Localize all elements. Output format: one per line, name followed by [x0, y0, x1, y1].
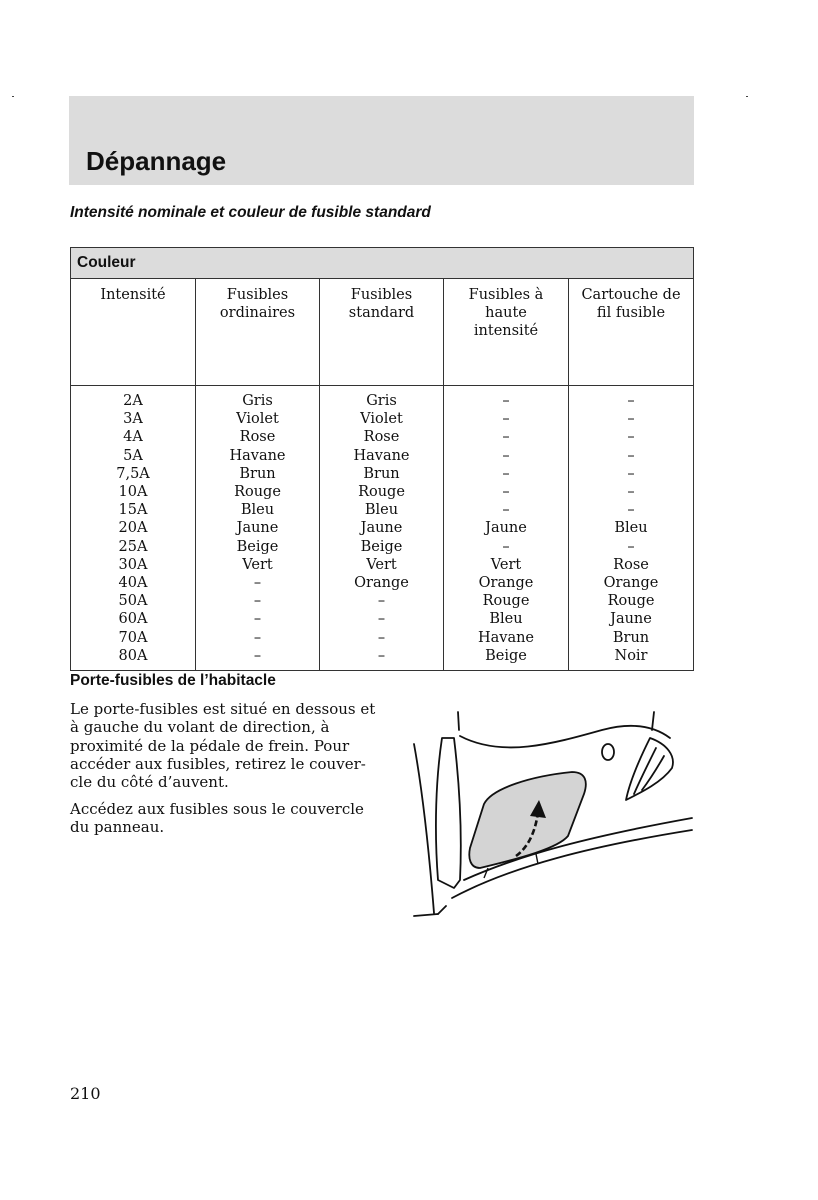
paragraph-line: à gauche du volant de direction, à	[70, 718, 330, 737]
table-cell: Rose	[613, 556, 649, 573]
column-header-line: ordinaires	[219, 305, 296, 322]
header-band	[69, 96, 694, 185]
table-cell: –	[253, 647, 262, 664]
table-cell: –	[377, 611, 386, 628]
table-cell: Rouge	[607, 593, 655, 610]
fuse-panel-cover-illustration	[412, 708, 694, 920]
table-cell: 70A	[118, 629, 148, 646]
table-cell: 2A	[123, 393, 143, 409]
table-cell: 15A	[118, 502, 148, 519]
table-cell: Bleu	[614, 520, 648, 537]
paragraph-line: accéder aux fusibles, retirez le couver-	[70, 754, 366, 773]
table-cell: –	[377, 593, 386, 610]
column-header	[444, 279, 569, 386]
table-cell: Havane	[353, 447, 410, 464]
table-cell: –	[253, 593, 262, 610]
table-cell: 4A	[123, 429, 143, 446]
table-cell: –	[627, 393, 635, 409]
crop-mark-left	[12, 96, 14, 97]
column-header-line: standard	[348, 305, 415, 322]
table-cell: –	[502, 393, 510, 409]
column-header	[196, 279, 320, 386]
crop-mark-right	[746, 96, 748, 97]
table-cell: –	[627, 538, 635, 555]
fuse-panel-cover	[469, 772, 586, 868]
paragraph-line: du panneau.	[70, 818, 165, 837]
table-cell: –	[502, 465, 510, 482]
table-cell: –	[627, 429, 635, 446]
table-cell: Rouge	[234, 484, 281, 501]
table-body-row	[71, 386, 694, 671]
table-cell: –	[377, 629, 386, 646]
table-cell: Vert	[242, 556, 273, 573]
table-cell: 5A	[123, 447, 143, 464]
table-cell: Jaune	[360, 520, 403, 537]
table-cell: –	[253, 575, 262, 592]
column-header-line: fil fusible	[596, 305, 666, 322]
table-column-values	[320, 386, 444, 671]
table-cell: –	[502, 411, 510, 428]
table-cell: Rose	[239, 429, 276, 446]
table-cell: Violet	[236, 411, 279, 428]
table-cell: 3A	[123, 411, 143, 428]
table-cell: Violet	[360, 411, 403, 428]
table-cell: Rose	[363, 429, 400, 446]
table-cell: –	[502, 447, 510, 464]
table-cell: 25A	[118, 538, 148, 555]
column-header-line: Fusibles à	[468, 287, 544, 303]
table-column-values	[444, 386, 569, 671]
column-header-line: intensité	[473, 323, 539, 340]
column-header	[320, 279, 444, 386]
table-cell: Gris	[242, 393, 273, 409]
table-heading: Intensité nominale et couleur de fusible standard	[70, 204, 431, 221]
table-cell: Gris	[366, 393, 397, 409]
table-cell: –	[502, 429, 510, 446]
table-cell: –	[627, 465, 635, 482]
table-cell: 30A	[118, 556, 148, 573]
paragraph-line: cle du côté d’auvent.	[70, 773, 229, 792]
table-cell: –	[502, 538, 510, 555]
table-cell: Vert	[366, 556, 397, 573]
page-title: Dépannage	[86, 146, 227, 176]
table-group-row	[71, 248, 694, 279]
table-cell: 7,5A	[116, 465, 150, 482]
illustration-vent	[626, 738, 673, 800]
table-cell: Jaune	[610, 611, 652, 628]
table-cell: Bleu	[364, 502, 399, 519]
table-cell: –	[627, 447, 635, 464]
table-column-values	[71, 386, 196, 671]
table-cell: Rouge	[358, 484, 405, 501]
table-cell: 40A	[118, 575, 148, 592]
table-cell: Jaune	[485, 520, 527, 537]
table-cell: –	[627, 411, 635, 428]
section-heading: Porte-fusibles de l’habitacle	[70, 672, 276, 689]
table-cell: Noir	[614, 647, 648, 664]
table-column-values	[196, 386, 320, 671]
table-cell: Bleu	[489, 611, 523, 628]
table-cell: –	[377, 647, 386, 664]
table-cell: –	[253, 629, 262, 646]
column-header	[569, 279, 694, 386]
table-cell: Havane	[229, 447, 286, 464]
instruction-paragraph-1	[70, 700, 380, 791]
table-cell: Brun	[612, 629, 650, 646]
table-cell: Havane	[477, 629, 535, 646]
illustration-hole	[602, 744, 614, 760]
table-cell: 10A	[118, 484, 148, 501]
table-cell: Jaune	[236, 520, 279, 537]
table-cell: –	[502, 484, 510, 501]
table-column-values	[569, 386, 694, 671]
paragraph-line: proximité de la pédale de frein. Pour	[70, 736, 350, 755]
table-cell: Rouge	[482, 593, 530, 610]
table-cell: Brun	[239, 465, 276, 482]
illustration-dash-top	[460, 726, 670, 748]
column-header-line: haute	[485, 305, 527, 322]
column-header-line: Fusibles	[350, 287, 413, 303]
table-cell: 60A	[118, 611, 148, 628]
table-cell: Bleu	[240, 502, 275, 519]
table-cell: Orange	[478, 575, 534, 592]
table-cell: –	[253, 611, 262, 628]
column-header-line: Cartouche de	[581, 287, 681, 303]
table-cell: –	[502, 502, 510, 519]
page-number: 210	[70, 1084, 101, 1103]
table-cell: Brun	[363, 465, 400, 482]
illustration-pillar	[436, 738, 461, 888]
table-cell: 50A	[118, 593, 148, 610]
table-group-header: Couleur	[71, 248, 694, 279]
table-cell: Beige	[236, 538, 279, 555]
table-cell: Orange	[354, 575, 409, 592]
paragraph-line: Accédez aux fusibles sous le couvercle	[70, 800, 364, 818]
table-cell: –	[627, 502, 635, 519]
column-header-line: Fusibles	[226, 287, 289, 303]
table-cell: 20A	[118, 520, 148, 537]
table-cell: Vert	[490, 556, 522, 573]
column-header-line: Intensité	[100, 287, 166, 303]
table-cell: 80A	[118, 647, 148, 664]
paragraph-line: Le porte-fusibles est situé en dessous et	[70, 700, 376, 718]
illustration-outline-left	[414, 744, 434, 913]
table-cell: Orange	[603, 575, 659, 592]
table-cell: Beige	[485, 647, 527, 664]
table-cell: Beige	[360, 538, 403, 555]
table-cell: –	[627, 484, 635, 501]
fuse-table	[70, 247, 694, 671]
column-header	[71, 279, 196, 386]
instruction-paragraph-2	[70, 800, 380, 837]
table-header-row	[71, 279, 694, 386]
